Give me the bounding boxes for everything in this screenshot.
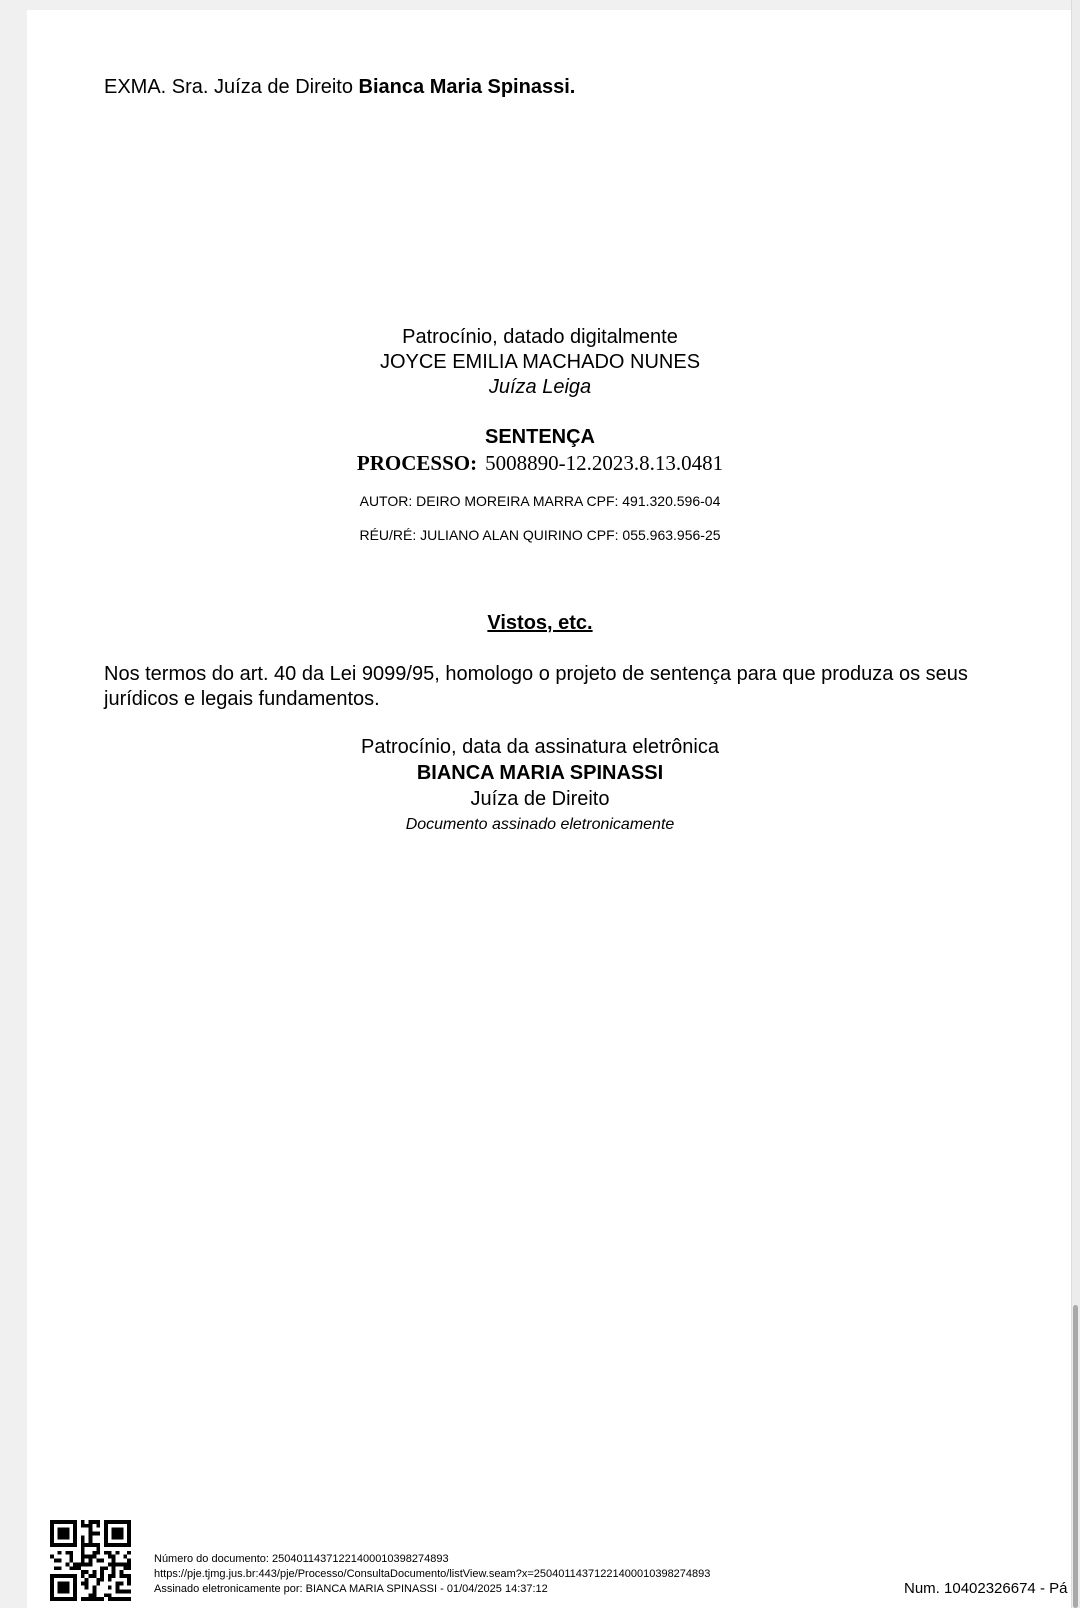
footer-signed-by: Assinado eletronicamente por: BIANCA MARIA SPINASSI - 01/04/2025 14:37:12	[154, 1583, 548, 1595]
page-number-label: Num. 10402326674 - Pá	[904, 1580, 1068, 1597]
judge-place-date: Patrocínio, data da assinatura eletrônica	[361, 736, 719, 758]
judge-name: BIANCA MARIA SPINASSI	[416, 762, 664, 784]
lay-judge-role: Juíza Leiga	[488, 376, 592, 398]
addressee-prefix: EXMA. Sra. Juíza de Direito	[104, 76, 359, 98]
party-autor: AUTOR: DEIRO MOREIRA MARRA CPF: 491.320.596-04	[359, 493, 721, 509]
addressee-line	[104, 76, 575, 99]
lay-judge-name: JOYCE EMILIA MACHADO NUNES	[379, 351, 701, 373]
footer-info	[154, 1552, 710, 1597]
footer-doc-number: Número do documento: 25040114371221400010398274893	[154, 1553, 449, 1565]
scrollbar-thumb[interactable]	[1073, 1305, 1078, 1608]
process-label: PROCESSO:	[356, 451, 478, 475]
addressee-name: Bianca Maria Spinassi.	[358, 76, 576, 98]
document-title: SENTENÇA	[484, 426, 595, 448]
lay-judge-place-date: Patrocínio, datado digitalmente	[402, 326, 678, 348]
body-paragraph: Nos termos do art. 40 da Lei 9099/95, homologo o projeto de sentença para que produza os seus jurídicos e legais fundamentos.	[104, 663, 968, 710]
process-line	[0, 451, 1080, 476]
section-heading: Vistos, etc.	[487, 612, 593, 634]
footer-url[interactable]: https://pje.tjmg.jus.br:443/pje/Processo/ConsultaDocumento/listView.seam?x=25040114371221400010398274893	[154, 1568, 711, 1580]
signature-note: Documento assinado eletronicamente	[405, 816, 675, 833]
qr-code-icon	[50, 1520, 131, 1601]
judge-role: Juíza de Direito	[470, 788, 610, 810]
party-reu: RÉU/RÉ: JULIANO ALAN QUIRINO CPF: 055.963.956-25	[359, 527, 721, 543]
process-number: 5008890-12.2023.8.13.0481	[485, 451, 724, 475]
